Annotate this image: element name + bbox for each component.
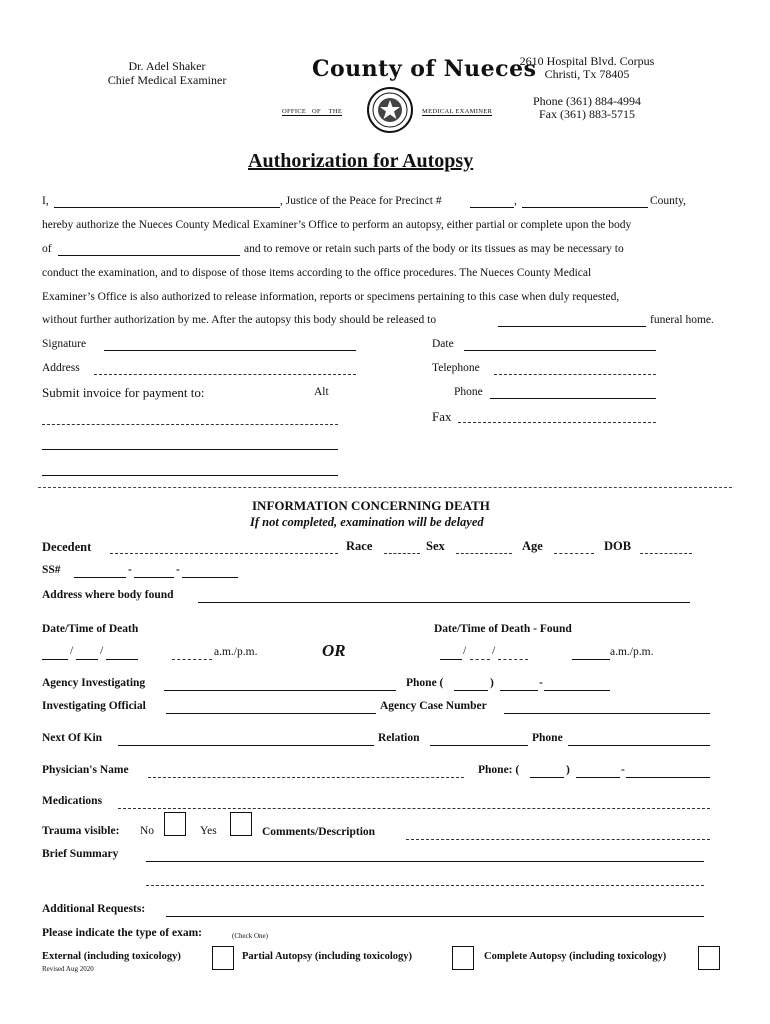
death-info-subheading: If not completed, examination will be delayed (250, 515, 484, 529)
office-fax: Fax (361) 883-5715 (539, 107, 635, 121)
medications-label: Medications (42, 795, 103, 807)
kin-phone-field[interactable] (568, 745, 710, 746)
text-justice-of-peace: , Justice of the Peace for Precinct # (280, 195, 442, 207)
slash-1: / (70, 645, 74, 657)
fax-label: Fax (432, 409, 452, 424)
additional-requests-field[interactable] (166, 916, 704, 917)
trauma-no-checkbox[interactable] (164, 812, 186, 836)
agency-case-number-label: Agency Case Number (380, 700, 487, 712)
paren-close-1: ) (490, 677, 494, 689)
text-of: of (42, 243, 52, 255)
next-of-kin-field[interactable] (118, 745, 374, 746)
seal-label-office: OFFICE OF THE (282, 108, 343, 115)
county-title: County of Nueces (312, 56, 537, 82)
alt-phone-field[interactable] (490, 398, 656, 399)
seal-label-medical-examiner: MEDICAL EXAMINER (422, 108, 493, 115)
ss-field-part2[interactable] (134, 577, 174, 578)
telephone-field[interactable] (494, 374, 656, 375)
county-field[interactable] (522, 207, 648, 208)
date-field[interactable] (464, 350, 656, 351)
ss-dash-2: - (176, 564, 180, 576)
text-funeral-home: funeral home. (650, 314, 714, 326)
agency-phone-label: Phone ( (406, 677, 444, 689)
section-divider (38, 487, 732, 488)
slash-4: / (492, 645, 496, 657)
agency-phone-prefix-field[interactable] (500, 690, 538, 691)
office-phone: Phone (361) 884-4994 (533, 94, 641, 108)
race-field[interactable] (384, 553, 420, 554)
alt-phone-label: Phone (454, 386, 483, 398)
partial-autopsy-label: Partial Autopsy (including toxicology) (242, 951, 413, 962)
found-time-field[interactable] (572, 659, 610, 660)
funeral-home-field[interactable] (498, 326, 646, 327)
invoice-label: Submit invoice for payment to: (42, 385, 205, 400)
comments-description-label: Comments/Description (262, 826, 376, 838)
paragraph-line-6: without further authorization by me. After the autopsy this body should be released to (42, 314, 437, 326)
invoice-line-3[interactable] (42, 475, 338, 476)
physician-phone-number-field[interactable] (626, 777, 710, 778)
decedent-label: Decedent (42, 540, 92, 554)
trauma-no-label: No (140, 825, 155, 837)
death-day-field[interactable] (76, 659, 98, 660)
ss-field-part1[interactable] (74, 577, 126, 578)
relation-field[interactable] (430, 745, 528, 746)
slash-2: / (100, 645, 104, 657)
agency-phone-number-field[interactable] (544, 690, 610, 691)
form-title: Authorization for Autopsy (248, 150, 474, 172)
dob-field[interactable] (640, 553, 692, 554)
address-label: Address (42, 362, 80, 374)
text-i: I, (42, 195, 49, 207)
office-address-line1: 2610 Hospital Blvd. Corpus (519, 54, 655, 68)
agency-investigating-label: Agency Investigating (42, 677, 146, 689)
signature-label: Signature (42, 338, 87, 350)
fax-field[interactable] (458, 422, 656, 423)
physician-name-field[interactable] (148, 777, 464, 778)
death-month-field[interactable] (42, 659, 68, 660)
agency-case-number-field[interactable] (504, 713, 710, 714)
external-exam-label: External (including toxicology) (42, 951, 181, 962)
agency-investigating-field[interactable] (164, 690, 396, 691)
physician-name-label: Physician's Name (42, 764, 129, 776)
brief-summary-field-2[interactable] (146, 885, 704, 886)
additional-requests-label: Additional Requests: (42, 903, 146, 915)
sex-field[interactable] (456, 553, 512, 554)
paragraph-line-5: Examiner’s Office is also authorized to release information, reports or specimens pertaining to this case when duly requested, (42, 291, 620, 303)
found-day-field[interactable] (470, 659, 490, 660)
trauma-yes-checkbox[interactable] (230, 812, 252, 836)
ss-dash-1: - (128, 564, 132, 576)
found-year-field[interactable] (498, 659, 528, 660)
revised-date: Revised Aug 2020 (42, 965, 94, 973)
address-field[interactable] (94, 374, 356, 375)
found-month-field[interactable] (440, 659, 462, 660)
examiner-title: Chief Medical Examiner (107, 73, 227, 87)
physician-phone-dash: - (621, 764, 625, 776)
ss-field-part3[interactable] (182, 577, 238, 578)
address-found-field[interactable] (198, 602, 690, 603)
age-label: Age (522, 539, 543, 553)
dob-label: DOB (604, 539, 632, 553)
brief-summary-field-1[interactable] (146, 861, 704, 862)
physician-phone-label: Phone: ( (478, 764, 520, 776)
complete-autopsy-checkbox[interactable] (698, 946, 720, 970)
date-time-found-label: Date/Time of Death - Found (434, 623, 572, 635)
paragraph-line-3: and to remove or retain such parts of the body or its tissues as may be necessary to (244, 243, 624, 255)
date-label: Date (432, 338, 454, 350)
death-time-field[interactable] (172, 659, 212, 660)
sex-label: Sex (426, 539, 445, 553)
ampm-label-2: a.m./p.m. (610, 646, 654, 658)
invoice-line-2[interactable] (42, 449, 338, 450)
physician-phone-prefix-field[interactable] (576, 777, 620, 778)
investigating-official-field[interactable] (166, 713, 376, 714)
justice-name-field[interactable] (54, 207, 280, 208)
relation-label: Relation (378, 732, 420, 744)
comments-description-field[interactable] (406, 839, 710, 840)
ampm-label-1: a.m./p.m. (214, 646, 258, 658)
race-label: Race (346, 539, 373, 553)
office-address-line2: Christi, Tx 78405 (544, 67, 630, 81)
medications-field[interactable] (118, 808, 710, 809)
examiner-name: Dr. Adel Shaker (128, 59, 206, 73)
paren-close-2: ) (566, 764, 570, 776)
text-county: County, (650, 195, 686, 207)
ss-label: SS# (42, 564, 61, 576)
signature-field[interactable] (104, 350, 356, 351)
address-found-label: Address where body found (42, 589, 174, 601)
complete-autopsy-label: Complete Autopsy (including toxicology) (484, 951, 667, 962)
body-name-field[interactable] (58, 255, 240, 256)
precinct-field[interactable] (470, 207, 514, 208)
investigating-official-label: Investigating Official (42, 700, 146, 712)
paragraph-line-4: conduct the examination, and to dispose of those items according to the office procedures. The Nueces County Medical (42, 267, 592, 279)
alt-label: Alt (314, 386, 329, 398)
invoice-line-1[interactable] (42, 424, 338, 425)
partial-autopsy-checkbox[interactable] (452, 946, 474, 970)
paragraph-line-2: hereby authorize the Nueces County Medical Examiner’s Office to perform an autopsy, either partial or complete upon the body (42, 219, 632, 231)
or-label: OR (322, 641, 346, 660)
agency-area-code-field[interactable] (454, 690, 488, 691)
trauma-visible-label: Trauma visible: (42, 825, 120, 837)
slash-3: / (463, 645, 467, 657)
death-info-heading: INFORMATION CONCERNING DEATH (252, 498, 490, 513)
text-comma: , (514, 195, 517, 207)
physician-area-code-field[interactable] (530, 777, 564, 778)
telephone-label: Telephone (432, 362, 480, 374)
agency-phone-dash: - (539, 677, 543, 689)
kin-phone-label: Phone (532, 732, 563, 744)
death-year-field[interactable] (106, 659, 138, 660)
age-field[interactable] (554, 553, 594, 554)
county-seal-icon (366, 86, 414, 134)
check-one-note: (Check One) (232, 932, 268, 940)
brief-summary-label: Brief Summary (42, 848, 119, 860)
date-time-death-label: Date/Time of Death (42, 623, 139, 635)
next-of-kin-label: Next Of Kin (42, 732, 103, 744)
exam-type-label: Please indicate the type of exam: (42, 927, 203, 939)
decedent-field[interactable] (110, 553, 338, 554)
external-exam-checkbox[interactable] (212, 946, 234, 970)
trauma-yes-label: Yes (200, 825, 217, 837)
